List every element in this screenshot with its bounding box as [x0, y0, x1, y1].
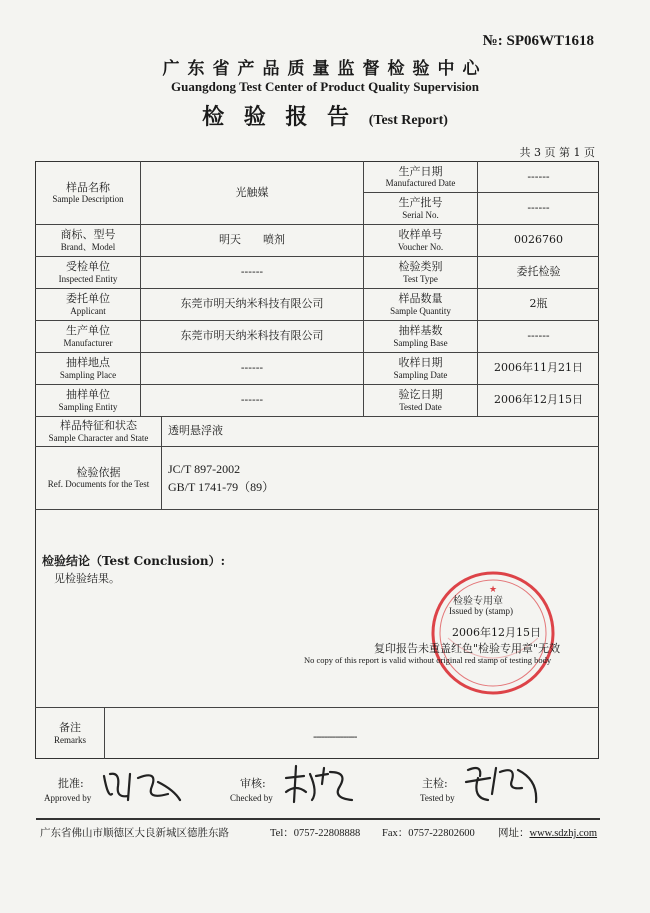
- report-number: №: SP06WT1618: [482, 33, 594, 49]
- report-title-cn: 检 验 报 告: [202, 104, 356, 130]
- footer-rule: [36, 818, 600, 820]
- checked-label-cn: 审核:: [240, 777, 266, 790]
- approved-label-cn: 批准:: [58, 777, 84, 790]
- label-voucher-no: 收样单号 Voucher No.: [397, 228, 444, 252]
- label-serial-no: 生产批号 Serial No.: [398, 196, 443, 220]
- value-sample-state: 透明悬浮液: [168, 424, 223, 438]
- value-sampling-date: 2006年11月21日: [494, 361, 583, 375]
- label-manufactured-date: 生产日期 Manufactured Date: [385, 164, 456, 189]
- value-inspected-entity: ------: [240, 265, 264, 279]
- footer-fax: Fax：0757-22802600: [382, 828, 475, 839]
- label-sampling-date: 收样日期 Sampling Date: [393, 356, 448, 380]
- label-remarks: 备注 Remarks: [54, 721, 86, 745]
- label-ref-documents: 检验依据 Ref. Documents for the Test: [47, 465, 150, 490]
- label-test-type: 检验类别 Test Type: [398, 260, 443, 284]
- tested-signature: [462, 760, 542, 808]
- value-serial-no: ------: [527, 201, 550, 215]
- ref-doc-1: JC/T 897-2002: [168, 462, 241, 476]
- approved-label-en: Approved by: [44, 793, 92, 803]
- report-title-en: (Test Report): [368, 113, 448, 128]
- label-manufacturer: 生产单位 Manufacturer: [63, 324, 113, 348]
- label-sample-state: 样品特征和状态 Sample Character and State: [48, 419, 149, 443]
- label-sample-quantity: 样品数量 Sample Quantity: [390, 292, 451, 316]
- value-ref-documents: [162, 447, 599, 509]
- report-title: [0, 100, 650, 131]
- value-sample-description: 光触媒: [235, 185, 269, 199]
- page-count: 共 3 页 第 1 页: [519, 146, 595, 159]
- conclusion-title: 检验结论（Test Conclusion）:: [42, 554, 226, 568]
- label-brand-model: 商标、型号 Brand、Model: [60, 228, 116, 252]
- col-divider: [104, 707, 105, 759]
- label-tested-date: 验讫日期 Tested Date: [398, 388, 443, 412]
- copy-notice-cn: 复印报告未重盖红色"检验专用章"无效: [374, 642, 561, 655]
- footer-tel: Tel：0757-22808888: [270, 828, 361, 839]
- value-sampling-place: ------: [240, 361, 264, 375]
- checked-label-en: Checked by: [230, 793, 273, 803]
- value-sampling-entity: ------: [240, 393, 264, 407]
- value-sample-quantity: 2瓶: [529, 297, 548, 311]
- checked-signature: [282, 762, 356, 806]
- ref-doc-2: GB/T 1741-79（89）: [168, 480, 275, 494]
- value-sampling-base: ------: [527, 329, 550, 343]
- row-divider: [35, 509, 599, 510]
- stamp-date: 2006年12月15日: [452, 626, 541, 639]
- label-sample-description: 样品名称 Sample Description: [52, 180, 124, 205]
- label-inspected-entity: 受检单位 Inspected Entity: [58, 260, 118, 284]
- approved-signature: [98, 764, 184, 808]
- conclusion-text: 见检验结果。: [54, 572, 120, 585]
- tested-label-en: Tested by: [420, 793, 455, 803]
- label-sampling-place: 抽样地点 Sampling Place: [59, 356, 117, 380]
- row-divider: [35, 707, 599, 708]
- copy-notice-en: No copy of this report is valid without original red stamp of testing body: [304, 655, 552, 665]
- value-manufacturer: 东莞市明天纳米科技有限公司: [180, 329, 324, 343]
- value-voucher-no: 0026760: [514, 233, 563, 247]
- value-test-type: 委托检验: [516, 265, 561, 279]
- footer-web-link[interactable]: www.sdzhj.com: [529, 828, 598, 839]
- label-applicant: 委托单位 Applicant: [66, 292, 110, 316]
- center-name-cn: 广东省产品质量监督检验中心: [162, 59, 488, 79]
- svg-text:★: ★: [488, 585, 498, 595]
- value-manufactured-date: ------: [527, 169, 550, 183]
- value-remarks: ----------------: [313, 730, 357, 743]
- stamp-issued-en: Issued by (stamp): [449, 606, 513, 616]
- value-tested-date: 2006年12月15日: [494, 393, 583, 407]
- stamp-issued-cn: 检验专用章: [453, 596, 503, 607]
- value-brand-model: 明天 喷剂: [219, 233, 285, 247]
- label-sampling-entity: 抽样单位 Sampling Entity: [58, 388, 118, 412]
- footer-web-label: 网址：: [498, 827, 530, 839]
- value-applicant: 东莞市明天纳米科技有限公司: [180, 297, 324, 311]
- footer-address: 广东省佛山市顺德区大良新城区德胜东路: [40, 827, 229, 839]
- label-sampling-base: 抽样基数 Sampling Base: [393, 324, 448, 348]
- footer-web: [498, 825, 597, 840]
- center-name-en: Guangdong Test Center of Product Quality Supervision: [171, 79, 479, 94]
- tested-label-cn: 主检:: [422, 777, 448, 790]
